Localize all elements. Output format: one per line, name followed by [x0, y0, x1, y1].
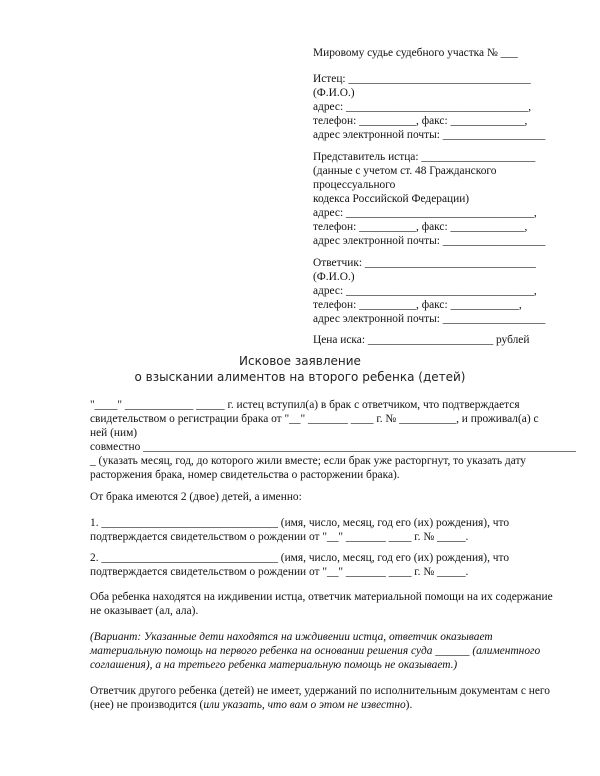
representative-phone: телефон: __________, факс: _____________,: [313, 221, 528, 233]
marriage-text: "____" ____________ _____ г. истец вступил(а) в брак с ответчиком, что подтверждается: [90, 399, 520, 411]
child-entry: подтверждается свидетельством о рождении от "__" _______ ____ г. № _____.: [90, 566, 469, 578]
representative-note: (данные с учетом ст. 48 Гражданского: [313, 165, 497, 177]
defendant-line: Ответчик: ______________________________: [313, 257, 536, 269]
representative-line: Представитель истца: ____________________: [313, 151, 536, 163]
child-entry: подтверждается свидетельством о рождении от "__" _______ ____ г. № _____.: [90, 531, 469, 543]
plaintiff-address: адрес: ________________________________,: [313, 101, 532, 113]
marriage-text: ней (ним): [90, 427, 138, 439]
document-subtitle: о взыскании алиментов на второго ребенка (детей): [134, 370, 466, 384]
marriage-text: _ (указать месяц, год, до которого жили вместе; если брак уже расторгнут, то указать дату: [90, 455, 526, 467]
plaintiff-line: Истец: ________________________________: [313, 73, 531, 85]
children-intro: От брака имеются 2 (двое) детей, а именно:: [90, 491, 302, 503]
representative-email: адрес электронной почты: __________________: [313, 235, 546, 247]
document-title: Исковое заявление: [239, 354, 361, 368]
defendant-address: адрес: _________________________________,: [313, 285, 537, 297]
variant-note: соглашения), а на третьего ребенка материальную помощь не оказывает.): [90, 659, 458, 671]
child-entry: 1. _______________________________ (имя, число, месяц, год его (их) рождения), что: [90, 517, 510, 529]
plaintiff-fio: (Ф.И.О.): [313, 87, 355, 99]
claim-price: Цена иска: ______________________ рублей: [313, 334, 530, 346]
no-other-children: [90, 698, 412, 712]
plaintiff-email: адрес электронной почты: __________________: [313, 129, 546, 141]
dependency-text: не оказывает (ал, ала).: [90, 605, 199, 617]
plaintiff-phone: телефон: __________, факс: _____________,: [313, 115, 528, 127]
no-other-italic: или указать, что вам о этом не известно: [203, 699, 406, 711]
marriage-text: расторжения брака, номер свидетельства о расторжении брака).: [90, 469, 400, 481]
dependency-text: Оба ребенка находятся на иждивении истца, ответчик материальной помощи на их содержание: [90, 591, 553, 603]
marriage-text: свидетельством о регистрации брака от "__" _______ ____ г. № __________, и проживал(а) с: [90, 413, 539, 425]
child-entry: 2. _______________________________ (имя, число, месяц, год его (их) рождения), что: [90, 552, 510, 564]
defendant-fio: (Ф.И.О.): [313, 271, 355, 283]
representative-note: кодекса Российской Федерации): [313, 193, 470, 205]
variant-note: (Вариант: Указанные дети находятся на иждивении истца, ответчик оказывает: [90, 631, 493, 643]
no-other-text: ).: [405, 699, 413, 711]
defendant-email: адрес электронной почты: __________________: [313, 313, 546, 325]
representative-note: процессуального: [313, 179, 396, 191]
variant-note: материальную помощь на первого ребенка на основании решения суда ______ (алиментного: [90, 645, 541, 657]
marriage-text: совместно ____________________________________________________________________________: [90, 441, 576, 453]
no-other-children: Ответчик другого ребенка (детей) не имеет, удержаний по исполнительным документам с него: [90, 685, 551, 697]
court-addressee: Мировому судье судебного участка № ___: [313, 47, 518, 59]
representative-address: адрес: _________________________________,: [313, 207, 537, 219]
defendant-phone: телефон: __________, факс: ____________,: [313, 299, 522, 311]
no-other-text: (нее) не производится (: [90, 699, 204, 711]
